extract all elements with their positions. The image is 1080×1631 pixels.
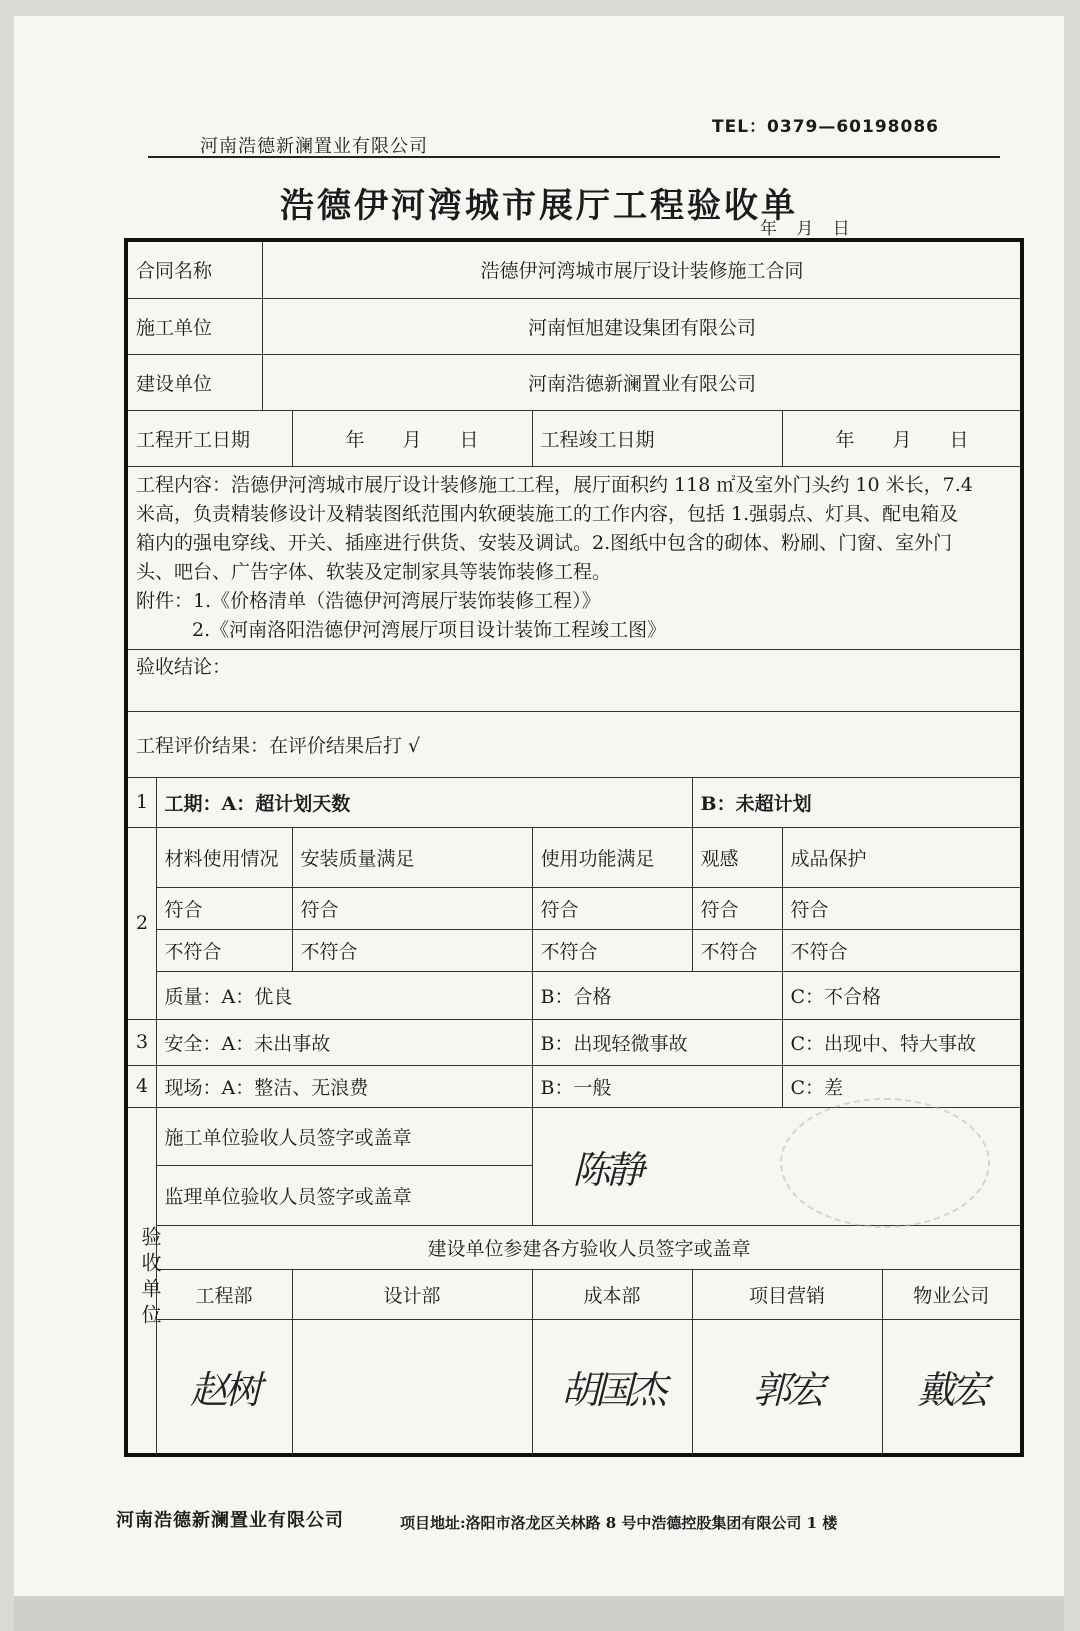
start-date-value: 年 月 日 <box>292 410 532 466</box>
handwritten-signature: 戴宏 <box>917 1367 986 1412</box>
quality-option-b: B：合格 <box>532 971 782 1019</box>
content-line: 箱内的强电穿线、开关、插座进行供货、安装及调试。2.图纸中包含的砌体、粉刷、门窗、室外门 <box>136 531 953 554</box>
criteria-nok-row <box>126 929 1022 971</box>
schedule-option-b: B：未超计划 <box>692 777 1022 827</box>
quality-option-c: C：不合格 <box>782 971 1022 1019</box>
criteria-ok-row <box>126 887 1022 929</box>
signature-engineering <box>156 1319 292 1455</box>
builder-value: 河南恒旭建设集团有限公司 <box>262 298 1022 354</box>
criteria-nok: 不符合 <box>532 929 692 971</box>
criteria-ok: 符合 <box>692 887 782 929</box>
form-date: 年 月 日 <box>760 219 850 239</box>
department-cost: 成本部 <box>532 1269 692 1319</box>
acceptance-form-table <box>124 238 1024 1457</box>
evaluation-row <box>126 711 1022 777</box>
owner-label: 建设单位 <box>126 354 262 410</box>
handwritten-signature: 赵树 <box>190 1367 259 1412</box>
content-line: 米高，负责精装修设计及精装图纸范围内软硬装施工的工作内容，包括 1.强弱点、灯具、配电箱及 <box>136 502 959 525</box>
departments-row <box>126 1269 1022 1319</box>
criteria-nok: 不符合 <box>692 929 782 971</box>
footer-company: 河南浩德新澜置业有限公司 <box>116 1510 344 1531</box>
contract-label: 合同名称 <box>126 240 262 298</box>
item-number: 2 <box>126 827 156 1019</box>
attachment-line: 附件：1.《价格清单（浩德伊河湾展厅装饰装修工程）》 <box>136 589 601 612</box>
signature-cost <box>532 1319 692 1455</box>
signature-design <box>292 1319 532 1455</box>
builder-row <box>126 298 1022 354</box>
owner-row <box>126 354 1022 410</box>
safety-option-c: C：出现中、特大事故 <box>782 1019 1022 1065</box>
conclusion-row <box>126 649 1022 711</box>
criteria-header: 安装质量满足 <box>292 827 532 887</box>
criteria-nok: 不符合 <box>292 929 532 971</box>
attachment-line: 2.《河南洛阳浩德伊河湾展厅项目设计装饰工程竣工图》 <box>192 618 667 641</box>
contract-value: 浩德伊河湾城市展厅设计装修施工合同 <box>262 240 1022 298</box>
site-option-b: B：一般 <box>532 1065 782 1107</box>
acceptance-unit-text: 验收单位 <box>138 1225 162 1330</box>
schedule-option-a: 工期：A：超计划天数 <box>156 777 692 827</box>
handwritten-signature: 胡国杰 <box>561 1367 664 1412</box>
conclusion-label: 验收结论： <box>126 649 1022 711</box>
criteria-ok: 符合 <box>532 887 692 929</box>
item-number: 3 <box>126 1019 156 1065</box>
dates-row <box>126 410 1022 466</box>
content-line: 头、吧台、广告字体、软装及定制家具等装饰装修工程。 <box>136 560 612 583</box>
criteria-ok: 符合 <box>156 887 292 929</box>
content-line: 工程内容：浩德伊河湾城市展厅设计装修施工工程，展厅面积约 118 ㎡及室外门头约 10 米长，7.4 <box>136 473 973 496</box>
criteria-ok: 符合 <box>292 887 532 929</box>
criteria-header-row <box>126 827 1022 887</box>
criteria-header: 观感 <box>692 827 782 887</box>
builder-sign-label: 施工单位验收人员签字或盖章 <box>156 1107 532 1165</box>
end-date-label: 工程竣工日期 <box>532 410 782 466</box>
evaluation-label: 工程评价结果：在评价结果后打 √ <box>126 711 1022 777</box>
site-option-a: 现场：A：整洁、无浪费 <box>156 1065 532 1107</box>
quality-option-a: 质量：A：优良 <box>156 971 532 1019</box>
department-marketing: 项目营销 <box>692 1269 882 1319</box>
signature-property <box>882 1319 1022 1455</box>
criteria-nok: 不符合 <box>782 929 1022 971</box>
quality-row <box>126 971 1022 1019</box>
criteria-header: 使用功能满足 <box>532 827 692 887</box>
department-design: 设计部 <box>292 1269 532 1319</box>
paper-fold <box>14 1596 1064 1631</box>
content-row <box>126 466 1022 649</box>
page-title: 浩德伊河湾城市展厅工程验收单 <box>280 186 798 226</box>
end-date-value: 年 月 日 <box>782 410 1022 466</box>
supervisor-sign-label: 监理单位验收人员签字或盖章 <box>156 1165 532 1225</box>
project-content <box>126 466 1022 649</box>
item-number: 1 <box>126 777 156 827</box>
handwritten-signature: 郭宏 <box>753 1367 822 1412</box>
criteria-nok: 不符合 <box>156 929 292 971</box>
contract-row <box>126 240 1022 298</box>
letterhead-rule <box>148 156 1000 158</box>
letterhead-tel: TEL：0379—60198086 <box>712 117 939 137</box>
department-property: 物业公司 <box>882 1269 1022 1319</box>
signature-marketing <box>692 1319 882 1455</box>
owner-value: 河南浩德新澜置业有限公司 <box>262 354 1022 410</box>
safety-option-a: 安全：A：未出事故 <box>156 1019 532 1065</box>
criteria-ok: 符合 <box>782 887 1022 929</box>
item-number: 4 <box>126 1065 156 1107</box>
parties-row <box>126 1225 1022 1269</box>
builder-label: 施工单位 <box>126 298 262 354</box>
safety-option-b: B：出现轻微事故 <box>532 1019 782 1065</box>
site-option-c: C：差 <box>782 1065 1022 1107</box>
builder-signature: 陈静 <box>572 1147 641 1192</box>
schedule-row <box>126 777 1022 827</box>
criteria-header: 材料使用情况 <box>156 827 292 887</box>
parties-sign-label: 建设单位参建各方验收人员签字或盖章 <box>156 1225 1022 1269</box>
signatures-row <box>126 1319 1022 1455</box>
acceptance-unit-label <box>126 1107 162 1455</box>
footer-address: 项目地址:洛阳市洛龙区关林路 8 号中浩德控股集团有限公司 1 楼 <box>400 1514 838 1532</box>
criteria-header: 成品保护 <box>782 827 1022 887</box>
department-engineering: 工程部 <box>156 1269 292 1319</box>
faded-stamp <box>780 1098 990 1228</box>
letterhead-company: 河南浩德新澜置业有限公司 <box>200 136 428 157</box>
safety-row <box>126 1019 1022 1065</box>
start-date-label: 工程开工日期 <box>126 410 292 466</box>
